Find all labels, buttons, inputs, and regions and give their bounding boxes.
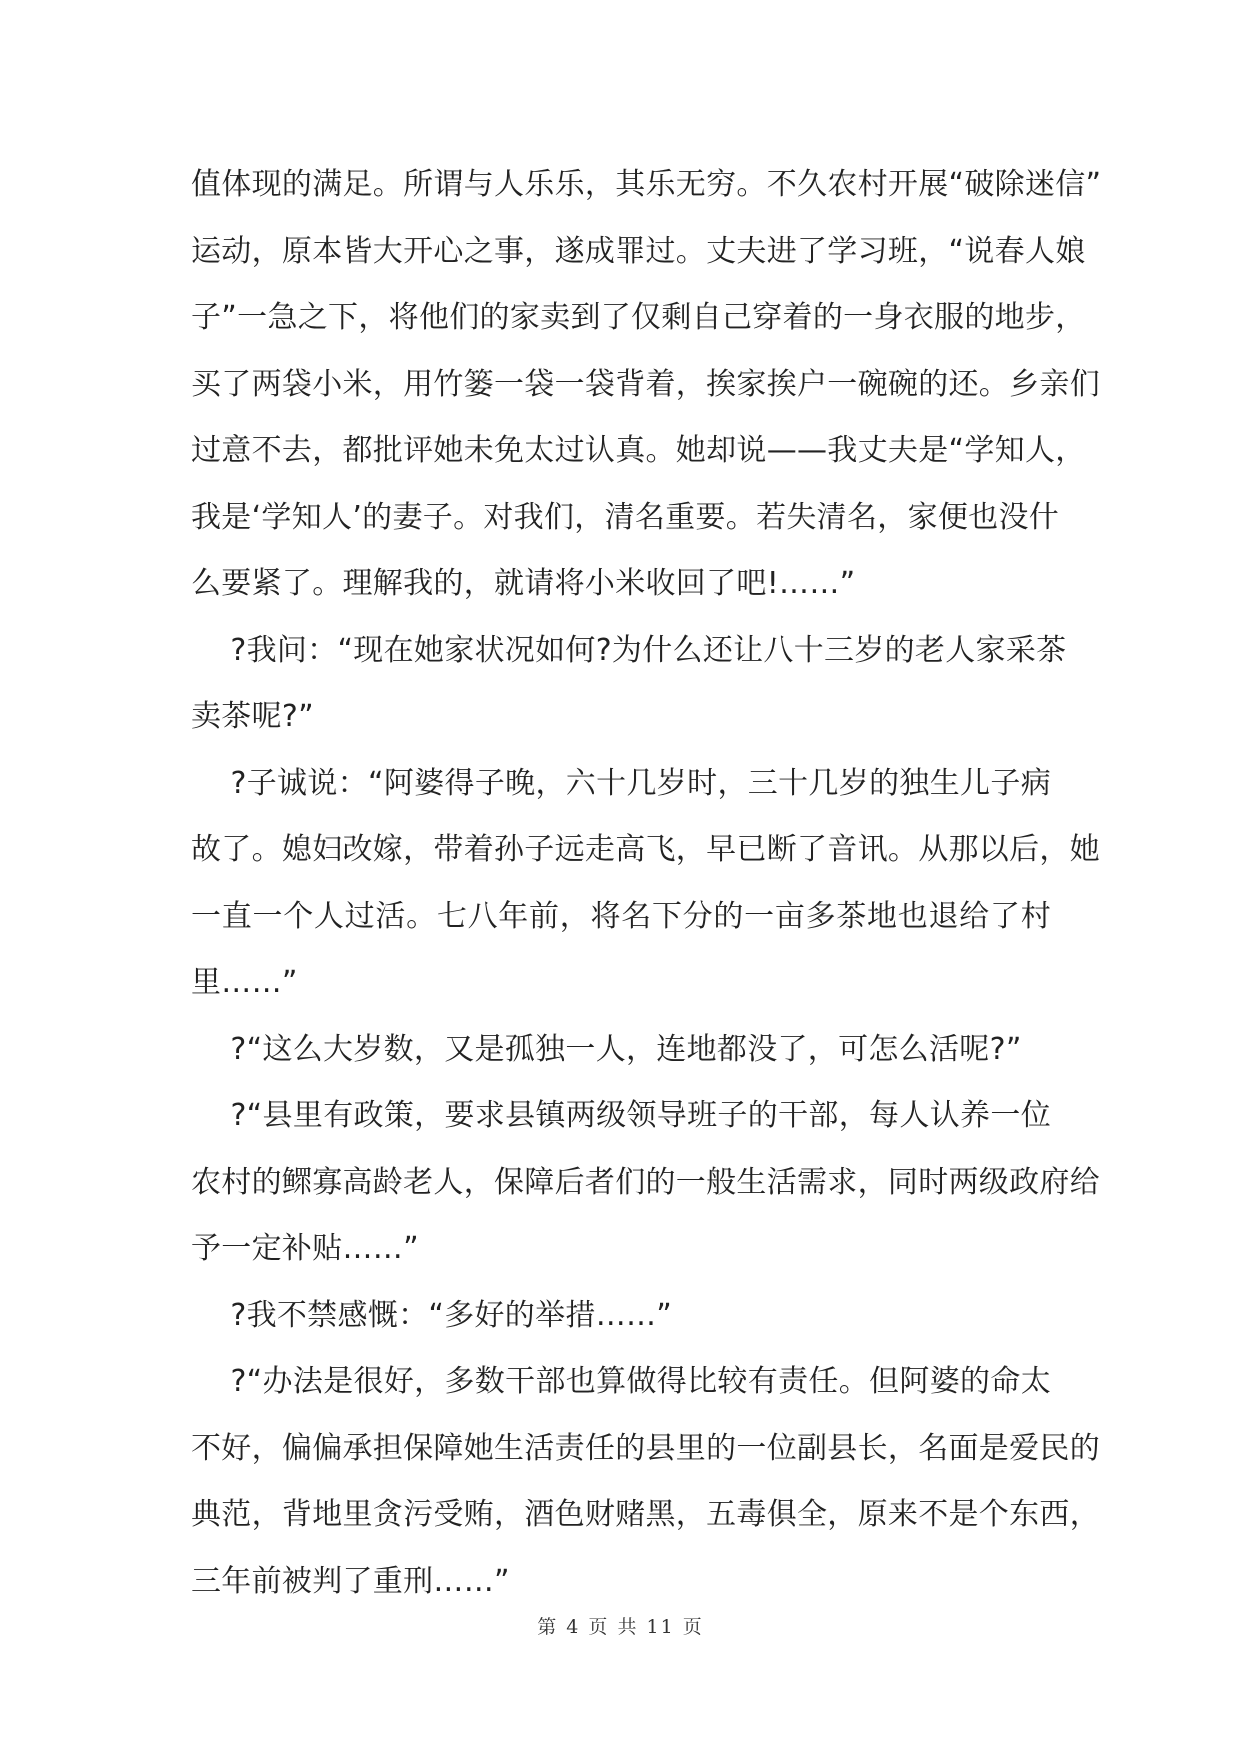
text-line: 值体现的满足。所谓与人乐乐，其乐无穷。不久农村开展“破除迷信”	[191, 167, 1102, 202]
text-line: 买了两袋小米，用竹篓一袋一袋背着，挨家挨户一碗碗的还。乡亲们	[191, 366, 1100, 402]
text-line: 典范，背地里贪污受贿，酒色财赌黑，五毒俱全，原来不是个东西，	[191, 1497, 1100, 1532]
text-line: ?“办法是很好，多数干部也算做得比较有责任。但阿婆的命太	[191, 1364, 1051, 1399]
text-line: 里……”	[191, 965, 298, 1000]
text-line: ?“这么大岁数，又是孤独一人，连地都没了，可怎么活呢?”	[191, 1031, 1022, 1067]
text-line: 运动，原本皆大开心之事，遂成罪过。丈夫进了学习班，“说春人娘	[191, 233, 1086, 269]
body-text	[191, 152, 1102, 1615]
text-line: ?我问：“现在她家状况如何?为什么还让八十三岁的老人家采茶	[191, 632, 1067, 668]
text-line: 么要紧了。理解我的，就请将小米收回了吧!……”	[191, 566, 856, 601]
text-line: ?我不禁感慨：“多好的举措……”	[191, 1297, 673, 1333]
text-line: 子”一急之下，将他们的家卖到了仅剩自己穿着的一身衣服的地步，	[191, 300, 1086, 335]
text-line: 不好，偏偏承担保障她生活责任的县里的一位副县长，名面是爱民的	[191, 1430, 1100, 1466]
text-line: 故了。媳妇改嫁，带着孙子远走高飞，早已断了音讯。从那以后，她	[191, 832, 1100, 867]
text-line: 农村的鳏寡高龄老人，保障后者们的一般生活需求，同时两级政府给	[191, 1164, 1100, 1200]
text-line: ?“县里有政策，要求县镇两级领导班子的干部，每人认养一位	[191, 1098, 1051, 1133]
text-line: 卖茶呢?”	[191, 699, 314, 734]
text-line: 一直一个人过活。七八年前，将名下分的一亩多茶地也退给了村	[191, 898, 1051, 934]
text-line: 过意不去，都批评她未免太过认真。她却说——我丈夫是“学知人，	[191, 433, 1086, 468]
text-line: 我是‘学知人’的妻子。对我们，清名重要。若失清名，家便也没什	[191, 499, 1060, 535]
page-number-footer: 第 4 页 共 11 页	[537, 1616, 704, 1638]
text-line: ?子诚说：“阿婆得子晚，六十几岁时，三十几岁的独生儿子病	[191, 765, 1051, 801]
text-line: 三年前被判了重刑……”	[191, 1563, 510, 1599]
text-line: 予一定补贴……”	[191, 1231, 419, 1266]
